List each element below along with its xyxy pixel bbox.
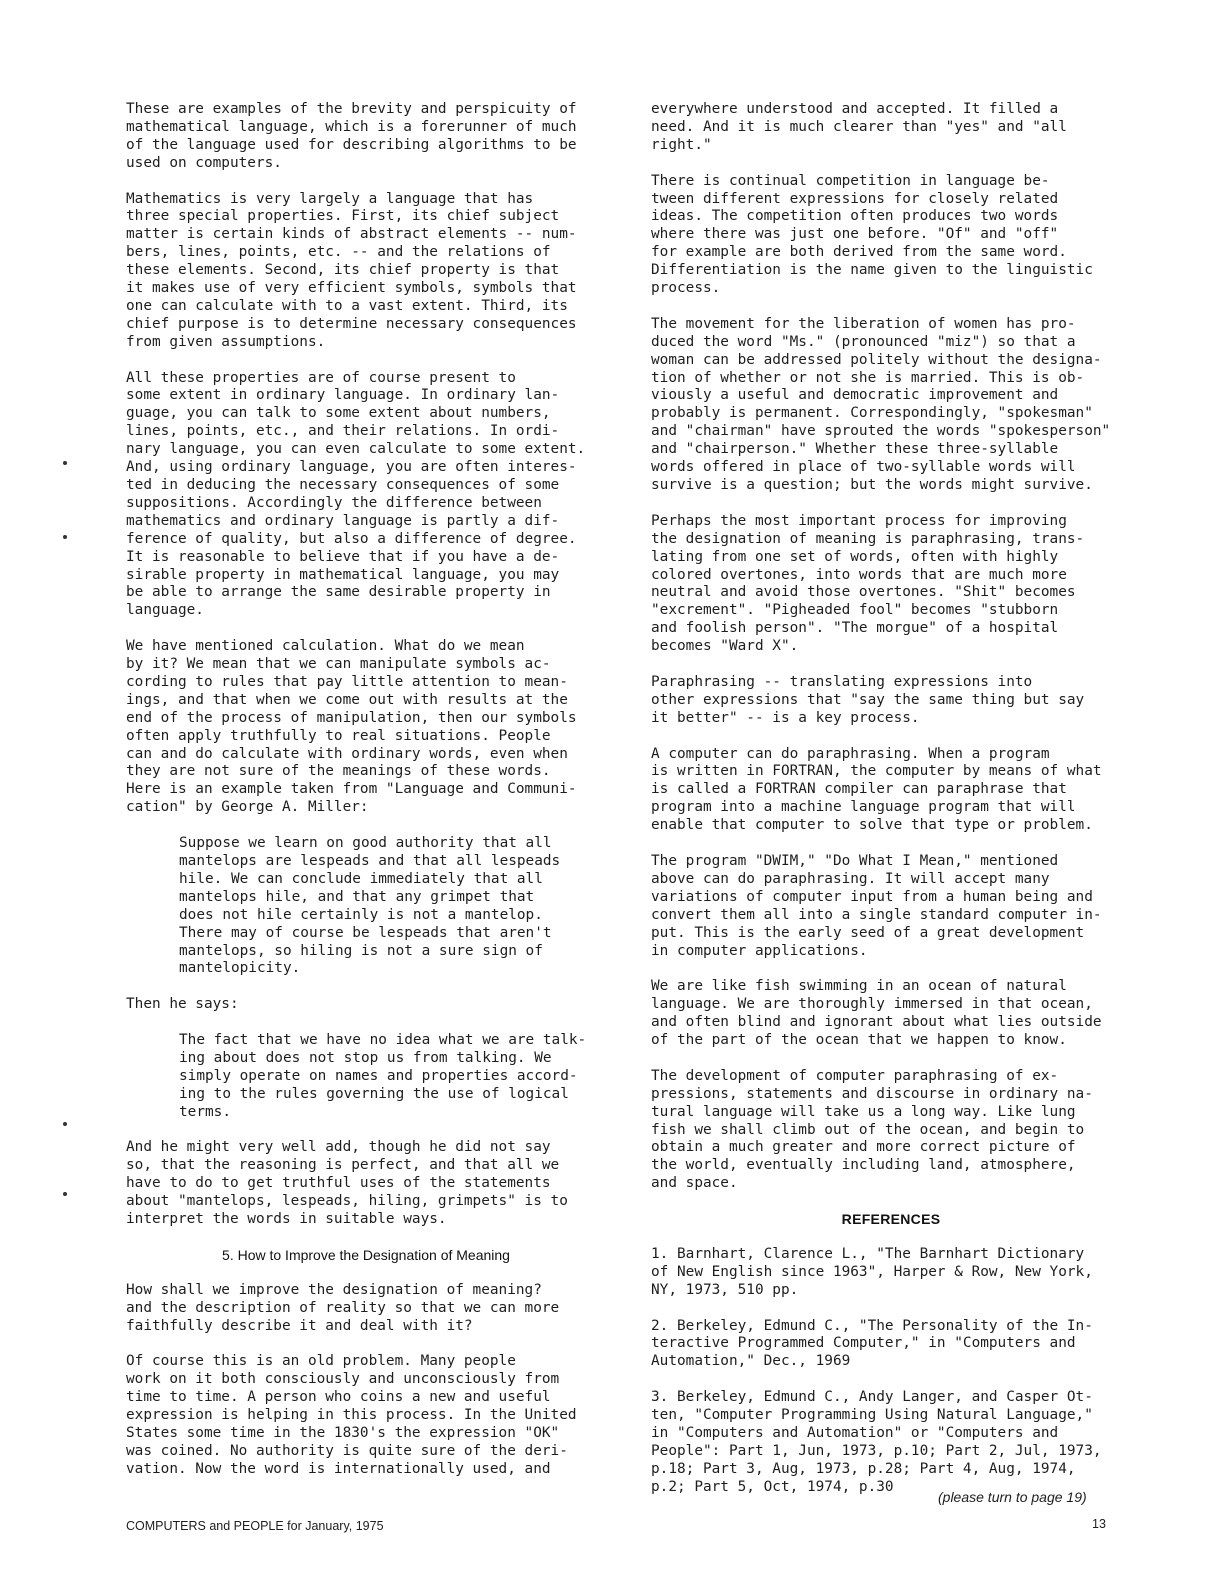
- left-column: [126, 101, 606, 1497]
- paragraph: There is continual competition in language be- tween different expressions for closely related ideas. The competition often produces two words where there was just one before. "Of" and "off" for example are both derived from the same word. Differentiation is the name given to the linguistic process.: [651, 172, 1093, 297]
- paragraph: A computer can do paraphrasing. When a program is written in FORTRAN, the computer by means of what is called a FORTRAN compiler can paraphrase that program into a machine language program that will enable that computer to solve that type or problem.: [651, 745, 1102, 834]
- paragraph: Paraphrasing -- translating expressions into other expressions that "say the same thing but say it better" -- is a key process.: [651, 673, 1085, 726]
- block-quote: The fact that we have no idea what we are talk- ing about does not stop us from talking. We simply operate on names and properties accord- ing to the rules governing the use of logical terms.: [179, 1032, 587, 1120]
- paragraph: And he might very well add, though he did not say so, that the reasoning is perfect, and that all we have to do to get truthful uses of the statements about "mantelops, lespeads, hiling, grimpets" is to interpret the words in suitable ways.: [126, 1139, 568, 1228]
- continuation-note: (please turn to page 19): [938, 1489, 1087, 1505]
- paragraph: everywhere understood and accepted. It filled a need. And it is much clearer than "yes" and "all right.": [651, 101, 1067, 153]
- paragraph: How shall we improve the designation of meaning? and the description of reality so that we can more faithfully describe it and deal with it?: [126, 1281, 560, 1334]
- section-heading: 5. How to Improve the Designation of Meaning: [222, 1246, 510, 1263]
- paragraph: The movement for the liberation of women has pro- duced the word "Ms." (pronounced "miz") so that a woman can be addressed politely without the designa- tion of whether or not she is married. This is ob- viously a useful and democratic improvement and probably is permanent. Correspondingly, "spokesman" and "chairman" have sprouted the words "spokesperson" and "chairperson." Whether these three-syllable words offered in place of two-syllable words will survive is a question; but the words might survive.: [651, 315, 1111, 493]
- paragraph: We have mentioned calculation. What do we mean by it? We mean that we can manipulate symbols ac- cording to rules that pay little attention to mean- ings, and that when we come out with results at the end of the process of manipulation, then our symbols often apply truthfully to real situations. People can and do calculate with ordinary words, even when they are not sure of the meanings of these words. Here is an example taken from "Language and Communi- cation" by George A. Miller:: [126, 638, 577, 816]
- block-quote: Suppose we learn on good authority that all mantelops are lespeads and that all lespeads hile. We can conclude immediately that all mantelops hile, and that any grimpet that does not hile certainly is not a mantelop. There may of course be lespeads that aren't mantelops, so hiling is not a sure sign of mantelopicity.: [179, 835, 561, 977]
- right-column: [651, 101, 1131, 1515]
- margin-mark: [63, 461, 67, 465]
- paragraph: The development of computer paraphrasing of ex- pressions, statements and discourse in ordinary na- tural language will take us a long way. Like lung fish we shall climb out of the ocean, and begin to obtain a much greater and more correct picture of the world, eventually including land, atmosphere, and space.: [651, 1067, 1093, 1192]
- paragraph: Then he says:: [126, 996, 239, 1013]
- paragraph: Perhaps the most important process for improving the designation of meaning is paraphrasing, trans- lating from one set of words, often with highly colored overtones, into words that are much more neutral and avoid those overtones. "Shit" becomes "excrement". "Pigheaded fool" becomes "stubborn and foolish person". "The morgue" of a hospital becomes "Ward X".: [651, 512, 1085, 655]
- page-number: 13: [1092, 1517, 1106, 1531]
- margin-mark: [63, 1122, 67, 1126]
- paragraph: All these properties are of course present to some extent in ordinary language. In ordinary lan- guage, you can talk to some extent about numbers, lines, points, etc., and their relations. In ordi- nary language, you can even calculate to some extent. And, using ordinary language, you are often interes- ted in deducing the necessary consequences of some suppositions. Accordingly the difference between mathematics and ordinary language is partly a dif- ference of quality, but also a difference of degree. It is reasonable to believe that if you have a de- sirable property in mathematical language, you may be able to arrange the same desirable property in language.: [126, 369, 586, 619]
- paragraph: Of course this is an old problem. Many people work on it both consciously and unconsciously from time to time. A person who coins a new and useful expression is helping in this process. In the United States some time in the 1830's the expression "OK" was coined. No authority is quite sure of the deri- vation. Now the word is internationally used, and: [126, 1353, 577, 1477]
- paragraph: Mathematics is very largely a language that has three special properties. First, its chief subject matter is certain kinds of abstract elements -- num- bers, lines, points, etc. -- and the relations of these elements. Second, its chief property is that it makes use of very efficient symbols, symbols that one can calculate with to a vast extent. Third, its chief purpose is to determine necessary consequences from given assumptions.: [126, 190, 577, 350]
- reference-item: 2. Berkeley, Edmund C., "The Personality of the In- teractive Programmed Computer," in "Computers and Automation," Dec., 1969: [651, 1317, 1093, 1370]
- paragraph: These are examples of the brevity and perspicuity of mathematical language, which is a forerunner of much of the language used for describing algorithms to be used on computers.: [126, 101, 577, 171]
- paragraph: The program "DWIM," "Do What I Mean," mentioned above can do paraphrasing. It will accept many variations of computer input from a human being and convert them all into a single standard computer in- put. This is the early seed of a great development in computer applications.: [651, 852, 1102, 959]
- reference-item: 1. Barnhart, Clarence L., "The Barnhart Dictionary of New English since 1963", Harper & Row, New York, NY, 1973, 510 pp.: [651, 1245, 1093, 1298]
- references-heading: REFERENCES: [841, 1211, 941, 1228]
- reference-item: 3. Berkeley, Edmund C., Andy Langer, and Casper Ot- ten, "Computer Programming Using Natural Language," in "Computers and Automation" or "Computers and People": Part 1, Jun, 1973, p.10; Part 2, Jul, 1973, p.18; Part 3, Aug, 1973, p.28; Part 4, Aug, 1974, p.2; Part 5, Oct, 1974, p.30: [651, 1389, 1102, 1495]
- margin-mark: [63, 535, 67, 539]
- footer-publication: COMPUTERS and PEOPLE for January, 1975: [126, 1519, 384, 1533]
- paragraph: We are like fish swimming in an ocean of natural language. We are thoroughly immersed in that ocean, and often blind and ignorant about what lies outside of the part of the ocean that we happen to know.: [651, 978, 1102, 1049]
- margin-mark: [63, 1192, 67, 1196]
